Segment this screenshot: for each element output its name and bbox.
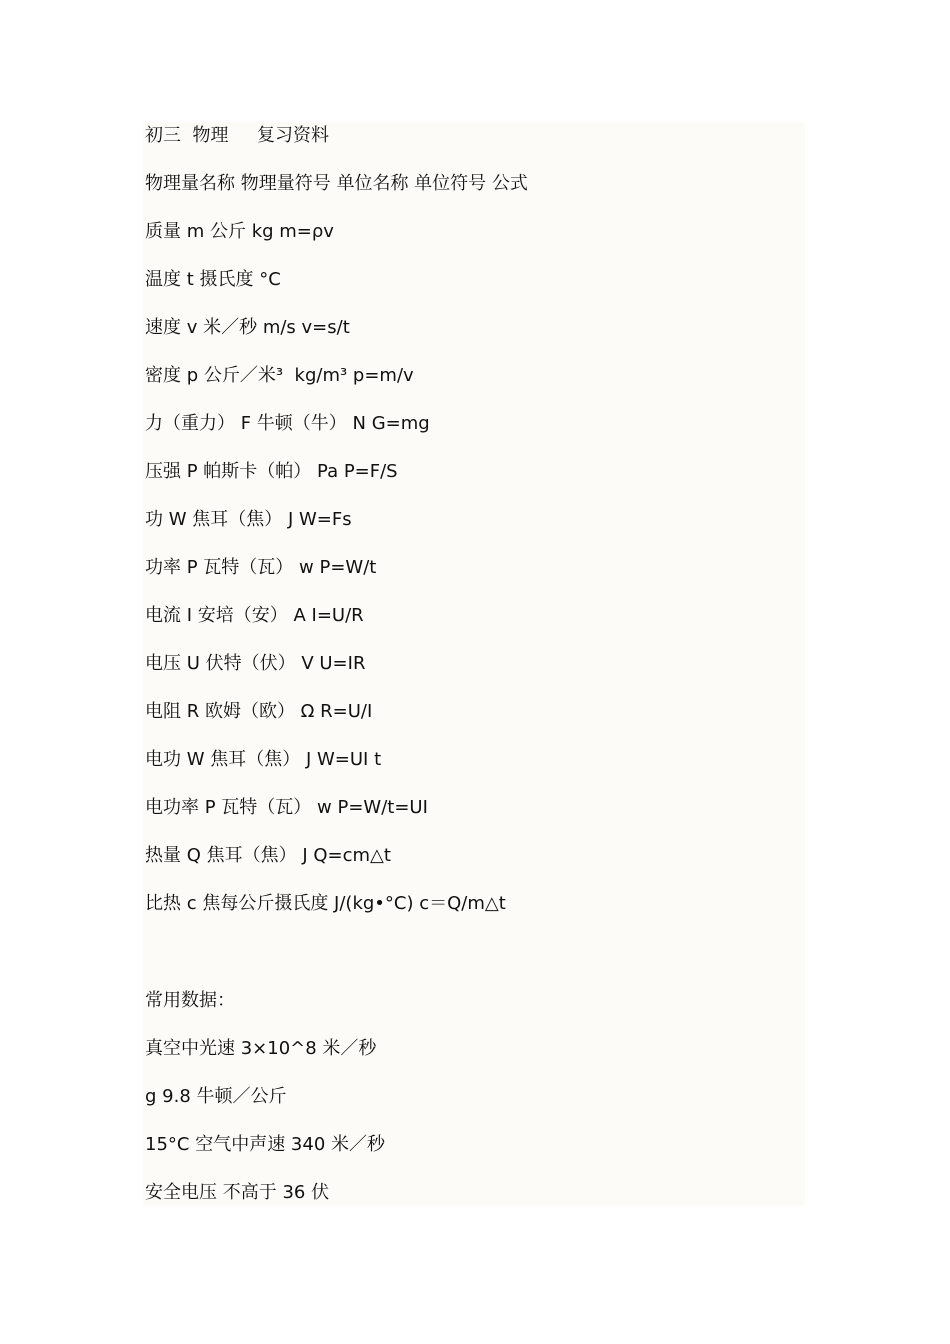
table-row: 电阻 R 欧姆（欧） Ω R=U/I xyxy=(145,701,373,722)
table-row: 质量 m 公斤 kg m=ρv xyxy=(145,221,334,242)
table-header-row: 物理量名称 物理量符号 单位名称 单位符号 公式 xyxy=(145,173,528,194)
table-row: 密度 p 公斤／米³ kg/m³ p=m/v xyxy=(145,365,414,386)
data-row: 安全电压 不高于 36 伏 xyxy=(145,1182,330,1203)
data-row: 15°C 空气中声速 340 米／秒 xyxy=(145,1134,385,1155)
table-row: 功 W 焦耳（焦） J W=Fs xyxy=(145,509,352,530)
data-row: g 9.8 牛顿／公斤 xyxy=(145,1086,287,1107)
table-row: 力（重力） F 牛顿（牛） N G=mg xyxy=(145,413,430,434)
document-title: 初三 物理 复习资料 xyxy=(145,125,330,146)
table-row: 电功 W 焦耳（焦） J W=UI t xyxy=(145,749,382,770)
table-row: 电压 U 伏特（伏） V U=IR xyxy=(145,653,366,674)
table-row: 温度 t 摄氏度 °C xyxy=(145,269,281,290)
table-row: 热量 Q 焦耳（焦） J Q=cm△t xyxy=(145,845,391,866)
section-title: 常用数据： xyxy=(145,990,235,1011)
table-row: 速度 v 米／秒 m/s v=s/t xyxy=(145,317,350,338)
table-row: 电流 I 安培（安） A I=U/R xyxy=(145,605,364,626)
data-row: 真空中光速 3×10^8 米／秒 xyxy=(145,1038,377,1059)
table-row: 电功率 P 瓦特（瓦） w P=W/t=UI xyxy=(145,797,428,818)
table-row: 功率 P 瓦特（瓦） w P=W/t xyxy=(145,557,377,578)
table-row: 压强 P 帕斯卡（帕） Pa P=F/S xyxy=(145,461,398,482)
table-row: 比热 c 焦每公斤摄氏度 J/(kg•°C) c＝Q/m△t xyxy=(145,893,506,914)
